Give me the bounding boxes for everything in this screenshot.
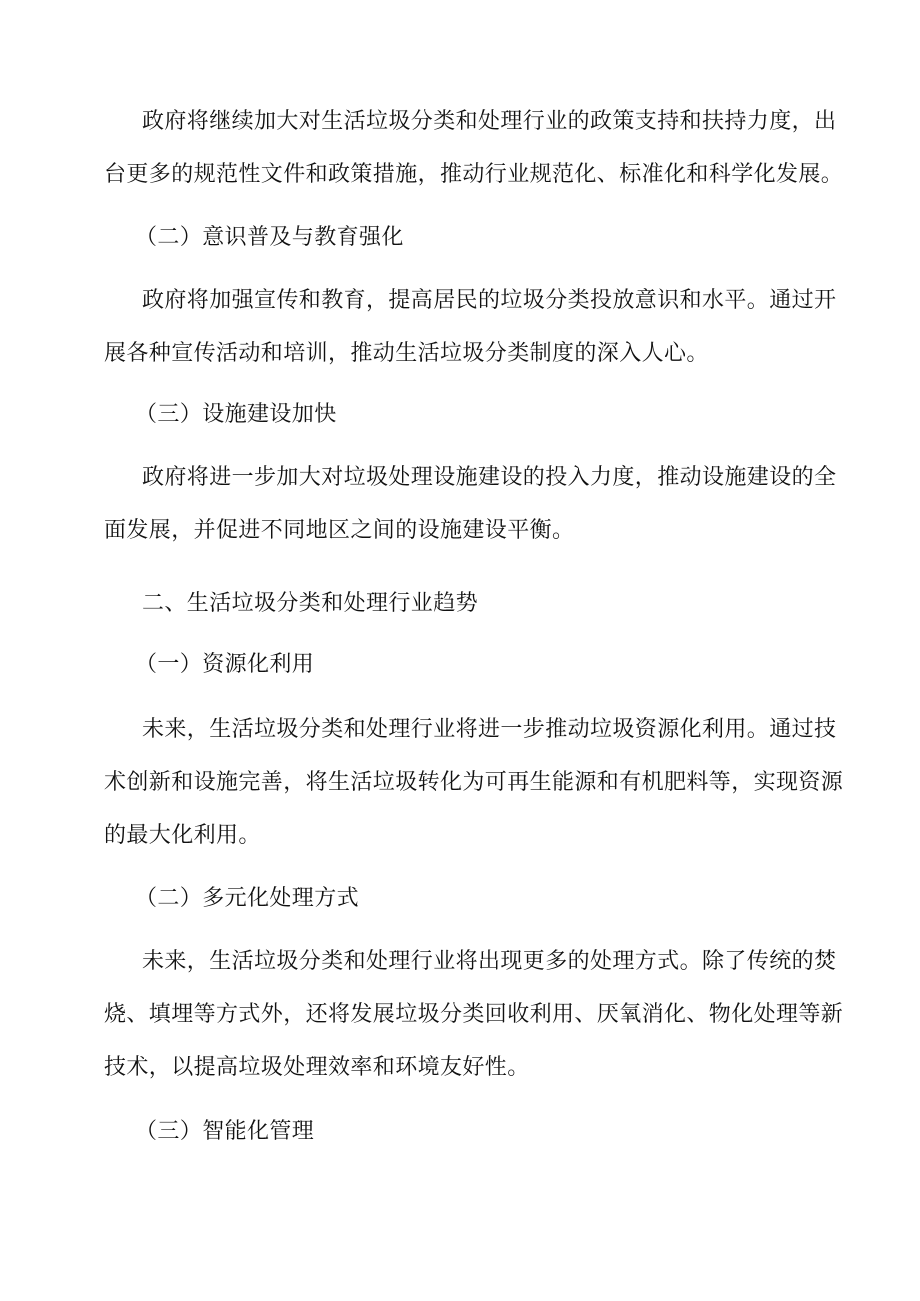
paragraph-line: 政府将继续加大对生活垃圾分类和处理行业的政策支持和扶持力度，出 (142, 109, 837, 134)
paragraph-line: 术创新和设施完善，将生活垃圾转化为可再生能源和有机肥料等，实现资源 (104, 770, 844, 795)
section-heading: 二、生活垃圾分类和处理行业趋势 (142, 591, 479, 616)
paragraph-line: 台更多的规范性文件和政策措施，推动行业规范化、标准化和科学化发展。 (104, 162, 844, 187)
paragraph-line: 的最大化利用。 (104, 823, 261, 848)
paragraph-line: 政府将进一步加大对垃圾处理设施建设的投入力度，推动设施建设的全 (142, 465, 837, 490)
paragraph-line: 未来，生活垃圾分类和处理行业将进一步推动垃圾资源化利用。通过技 (142, 717, 837, 742)
subheading: （二）多元化处理方式 (135, 886, 360, 911)
subheading: （一）资源化利用 (135, 652, 315, 677)
paragraph-line: 面发展，并促进不同地区之间的设施建设平衡。 (104, 518, 575, 543)
paragraph-line: 展各种宣传活动和培训，推动生活垃圾分类制度的深入人心。 (104, 341, 709, 366)
subheading: （三）设施建设加快 (135, 402, 337, 427)
paragraph-line: 技术，以提高垃圾处理效率和环境友好性。 (104, 1055, 530, 1080)
paragraph-line: 烧、填埋等方式外，还将发展垃圾分类回收利用、厌氧消化、物化处理等新 (104, 1002, 844, 1027)
subheading: （三）智能化管理 (135, 1119, 315, 1144)
paragraph-line: 未来，生活垃圾分类和处理行业将出现更多的处理方式。除了传统的焚 (142, 949, 837, 974)
subheading: （二）意识普及与教育强化 (135, 225, 404, 250)
paragraph-line: 政府将加强宣传和教育，提高居民的垃圾分类投放意识和水平。通过开 (142, 288, 837, 313)
